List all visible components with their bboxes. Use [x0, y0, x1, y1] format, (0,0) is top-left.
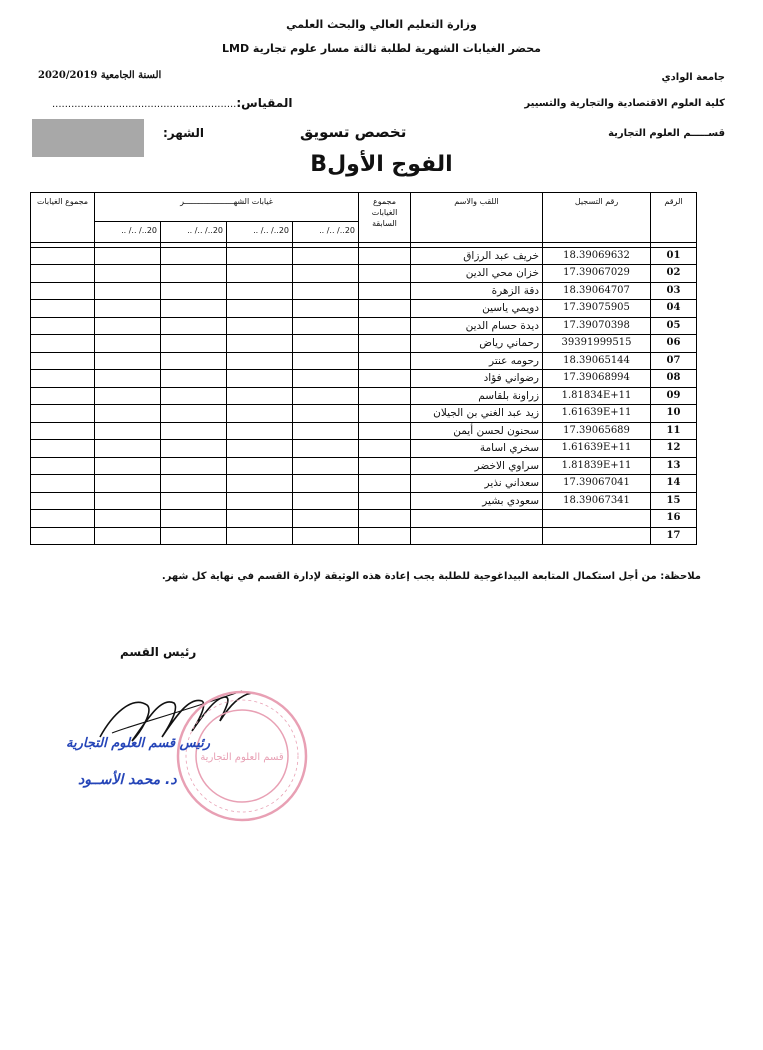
student-name: رحومه عنتر	[411, 352, 543, 370]
month-label: الشهر:	[163, 126, 205, 140]
registration-number: 17.39068994	[543, 370, 651, 388]
university-name: جامعة الوادي	[661, 72, 725, 83]
faculty-name: كلية العلوم الاقتصادية والتجارية والتسيير	[524, 98, 725, 109]
student-name: دويمي ياسين	[411, 300, 543, 318]
registration-number: 1.61639E+11	[543, 405, 651, 423]
report-title: محضر الغيابات الشهرية لطلبة ثالثة مسار علوم تجارية LMD	[222, 42, 541, 55]
group-title: الفوج الأولB	[310, 152, 453, 177]
student-name: سعودي بشير	[411, 492, 543, 510]
ministry-title: وزارة التعليم العالي والبحث العلمي	[286, 18, 477, 31]
table-row	[31, 387, 697, 405]
table-row	[31, 370, 697, 388]
table-row	[31, 492, 697, 510]
registration-number: 17.39067029	[543, 265, 651, 283]
table-row	[31, 405, 697, 423]
subject-dots: ..........................................................	[52, 99, 237, 110]
registration-number: 18.39065144	[543, 352, 651, 370]
row-number: 07	[651, 352, 697, 370]
row-number: 15	[651, 492, 697, 510]
student-name	[411, 510, 543, 528]
student-name: سعداني نذير	[411, 475, 543, 493]
registration-number: 1.61639E+11	[543, 440, 651, 458]
student-name: زيد عبد الغني بن الجيلان	[411, 405, 543, 423]
registration-number	[543, 510, 651, 528]
footnote: ملاحظة: من أجل استكمال المتابعة البيداغوجية للطلبة يجب إعادة هذه الوثيقة لإدارة القسم في نهاية كل شهر.	[161, 571, 701, 582]
student-name: رحماني رياض	[411, 335, 543, 353]
row-number: 05	[651, 317, 697, 335]
table-row	[31, 422, 697, 440]
student-name: رضواني فؤاد	[411, 370, 543, 388]
row-number: 12	[651, 440, 697, 458]
row-number: 02	[651, 265, 697, 283]
registration-number: 17.39067041	[543, 475, 651, 493]
table-row	[31, 527, 697, 545]
table-row	[31, 457, 697, 475]
official-stamp	[172, 686, 312, 826]
student-name: دقة الزهرة	[411, 282, 543, 300]
table-row	[31, 352, 697, 370]
registration-number: 39391999515	[543, 335, 651, 353]
registration-number: 17.39070398	[543, 317, 651, 335]
student-name: سحنون لحسن أيمن	[411, 422, 543, 440]
department-name: قســـــم العلوم التجارية	[608, 128, 725, 139]
row-number: 09	[651, 387, 697, 405]
table-row	[31, 300, 697, 318]
row-number: 08	[651, 370, 697, 388]
registration-number: 18.39069632	[543, 247, 651, 265]
student-name: خزان محي الدين	[411, 265, 543, 283]
attendance-table	[30, 192, 697, 545]
table-row	[31, 282, 697, 300]
department-head-signature-text: رئيس قسم العلوم التجارية	[66, 736, 211, 751]
row-number: 11	[651, 422, 697, 440]
header-total-absences: مجموع الغيابات	[31, 193, 95, 243]
table-row	[31, 317, 697, 335]
table-row	[31, 335, 697, 353]
registration-number: 1.81839E+11	[543, 457, 651, 475]
subject-label: المقياس:	[236, 96, 293, 110]
header-number: الرقم	[651, 193, 697, 243]
student-name: ديدة حسام الدين	[411, 317, 543, 335]
registration-number: 17.39065689	[543, 422, 651, 440]
header-name: اللقب والاسم	[411, 193, 543, 243]
row-number: 10	[651, 405, 697, 423]
registration-number: 17.39075905	[543, 300, 651, 318]
header-monthly-absences: غيابات الشهـــــــــــــــــــــر	[95, 193, 359, 222]
table-row	[31, 440, 697, 458]
student-name: سراوي الاخضر	[411, 457, 543, 475]
registration-number: 18.39064707	[543, 282, 651, 300]
stamp-center-text: قسم العلوم التجارية	[200, 752, 284, 763]
student-name: سخري اسامة	[411, 440, 543, 458]
row-number: 13	[651, 457, 697, 475]
header-date: .. /.. /..20	[95, 222, 161, 243]
student-name: زراونة بلقاسم	[411, 387, 543, 405]
specialty-title: تخصص تسويق	[300, 123, 407, 141]
head-of-department-title: رئيس القسم	[120, 645, 197, 659]
row-number: 03	[651, 282, 697, 300]
header-previous-absences: مجموع الغيابات السابقة	[359, 193, 411, 243]
registration-number: 18.39067341	[543, 492, 651, 510]
student-name	[411, 527, 543, 545]
doctor-name: د. محمد الأســود	[78, 772, 177, 788]
academic-year: السنة الجامعية 2020/2019	[38, 70, 162, 81]
registration-number	[543, 527, 651, 545]
header-date: .. /.. /..20	[293, 222, 359, 243]
student-name: خريف عبد الرزاق	[411, 247, 543, 265]
row-number: 17	[651, 527, 697, 545]
table-row	[31, 247, 697, 265]
subject-line	[52, 96, 292, 110]
row-number: 16	[651, 510, 697, 528]
row-number: 06	[651, 335, 697, 353]
table-row	[31, 510, 697, 528]
table-row	[31, 265, 697, 283]
table-row	[31, 475, 697, 493]
registration-number: 1.81834E+11	[543, 387, 651, 405]
header-date: .. /.. /..20	[227, 222, 293, 243]
row-number: 14	[651, 475, 697, 493]
row-number: 04	[651, 300, 697, 318]
header-date: .. /.. /..20	[161, 222, 227, 243]
header-registration: رقم التسجيل	[543, 193, 651, 243]
row-number: 01	[651, 247, 697, 265]
